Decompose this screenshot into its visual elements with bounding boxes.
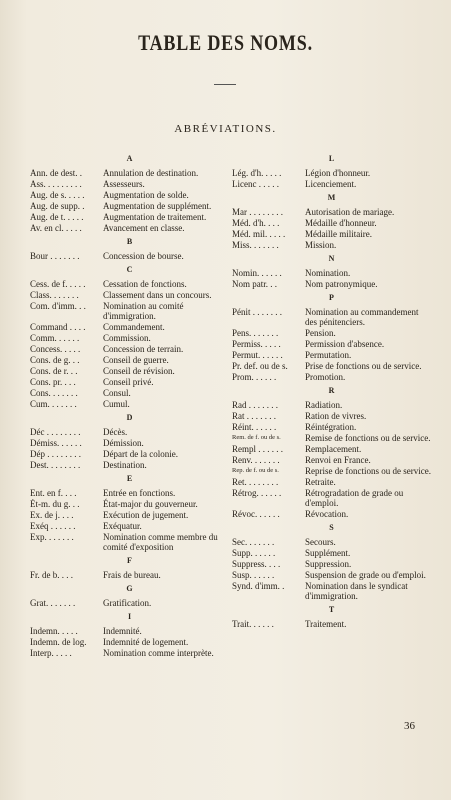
abbreviation-entry bbox=[30, 366, 230, 376]
definition: Rétrogradation de grade ou d'emploi. bbox=[305, 488, 404, 508]
definition: Concession de terrain. bbox=[103, 344, 184, 354]
abbreviation: Ent. en f. . . . bbox=[30, 488, 77, 498]
abbreviation: Déc . . . . . . . . bbox=[30, 427, 81, 437]
definition: Annulation de destination. bbox=[103, 168, 199, 178]
abbreviation: Interp. . . . . bbox=[30, 648, 72, 658]
abbreviation: Fr. de b. . . . bbox=[30, 570, 74, 580]
abbreviation: Mar . . . . . . . . bbox=[232, 207, 283, 217]
abbreviation: Pens. . . . . . . bbox=[232, 328, 279, 338]
abbreviation-entry bbox=[232, 339, 432, 349]
definition: Démission. bbox=[103, 438, 144, 448]
abbreviation-entry bbox=[30, 377, 230, 387]
definition: Prise de fonctions ou de service. bbox=[305, 361, 422, 371]
abbreviation: Cons. de g. . . bbox=[30, 355, 80, 365]
definition: Réintégration. bbox=[305, 422, 357, 432]
abbreviation: Exp. . . . . . . bbox=[30, 532, 74, 542]
definition: Classement dans un concours. bbox=[103, 290, 212, 300]
abbreviation: Av. en cl. . . . . bbox=[30, 223, 82, 233]
abbreviation: Cons. de r. . . bbox=[30, 366, 78, 376]
abbreviation-entry bbox=[30, 168, 230, 178]
definition: Pension. bbox=[305, 328, 336, 338]
letter-heading: L bbox=[328, 154, 336, 163]
page-number: 36 bbox=[404, 720, 415, 732]
definition: Autorisation de mariage. bbox=[305, 207, 395, 217]
abbreviation: Ret. . . . . . . . bbox=[232, 477, 279, 487]
abbreviation: Nom patr. . . bbox=[232, 279, 277, 289]
letter-heading: A bbox=[126, 154, 134, 163]
letter-heading: R bbox=[328, 386, 336, 395]
abbreviation: Miss. . . . . . . bbox=[232, 240, 279, 250]
definition: Nomination comme interprète. bbox=[103, 648, 214, 658]
definition: Nomination au comité d'immigration. bbox=[103, 301, 184, 321]
definition: Commission. bbox=[103, 333, 151, 343]
definition: Conseil privé. bbox=[103, 377, 154, 387]
definition: Nomination. bbox=[305, 268, 351, 278]
abbreviation-entry bbox=[232, 537, 432, 547]
abbreviation: Sec. . . . . . . bbox=[232, 537, 275, 547]
abbreviation: Nomin. . . . . . bbox=[232, 268, 282, 278]
definition: Ration de vivres. bbox=[305, 411, 367, 421]
abbreviation: Class. . . . . . . bbox=[30, 290, 79, 300]
definition: Promotion. bbox=[305, 372, 346, 382]
abbreviation-entry bbox=[232, 328, 432, 338]
abbreviation-entry bbox=[232, 477, 432, 487]
abbreviation-entry bbox=[30, 201, 230, 211]
definition: Légion d'honneur. bbox=[305, 168, 371, 178]
definition: Nomination comme membre du comité d'exposition bbox=[103, 532, 218, 552]
definition: État-major du gouverneur. bbox=[103, 499, 198, 509]
abbreviation: Dép . . . . . . . . bbox=[30, 449, 81, 459]
abbreviation-entry bbox=[232, 218, 432, 228]
abbreviation-entry bbox=[30, 333, 230, 343]
abbreviation-entry bbox=[30, 488, 230, 498]
definition: Médaille militaire. bbox=[305, 229, 372, 239]
definition: Augmentation de supplément. bbox=[103, 201, 212, 211]
definition: Conseil de guerre. bbox=[103, 355, 169, 365]
abbreviation: Aug. de t. . . . . bbox=[30, 212, 84, 222]
abbreviation: Méd. mil. . . . . bbox=[232, 229, 286, 239]
abbreviation-entry bbox=[30, 179, 230, 189]
abbreviation: Aug. de supp. . bbox=[30, 201, 85, 211]
definition: Exéquatur. bbox=[103, 521, 142, 531]
abbreviation: Démiss. . . . . . bbox=[30, 438, 82, 448]
abbreviation-entry bbox=[30, 279, 230, 289]
definition: Exécution de jugement. bbox=[103, 510, 189, 520]
abbreviation: Rat . . . . . . . bbox=[232, 411, 276, 421]
abbreviation-entry bbox=[30, 301, 230, 321]
definition: Radiation. bbox=[305, 400, 343, 410]
definition: Licenciement. bbox=[305, 179, 357, 189]
abbreviation-entry bbox=[232, 207, 432, 217]
abbreviation-entry bbox=[232, 570, 432, 580]
abbreviation-entry bbox=[232, 455, 432, 465]
title-divider bbox=[214, 84, 236, 85]
definition: Mission. bbox=[305, 240, 337, 250]
abbreviation: Rempl . . . . . . bbox=[232, 444, 283, 454]
abbreviation-entry bbox=[232, 372, 432, 382]
abbreviation-entry bbox=[232, 444, 432, 454]
abbreviation-entry bbox=[232, 548, 432, 558]
letter-heading: D bbox=[126, 413, 134, 422]
abbreviation-entry bbox=[232, 466, 432, 476]
abbreviation: Indemn. de log. bbox=[30, 637, 87, 647]
abbreviation-entry bbox=[232, 240, 432, 250]
definition: Frais de bureau. bbox=[103, 570, 161, 580]
definition: Reprise de fonctions ou de service. bbox=[305, 466, 431, 476]
abbreviation-entry bbox=[30, 212, 230, 222]
abbreviation-entry bbox=[232, 350, 432, 360]
abbreviation: Bour . . . . . . . bbox=[30, 251, 80, 261]
definition: Cumul. bbox=[103, 399, 130, 409]
abbreviation: Méd. d'h. . . . bbox=[232, 218, 280, 228]
abbreviation-entry bbox=[232, 581, 432, 601]
definition: Augmentation de solde. bbox=[103, 190, 189, 200]
abbreviation: Command . . . . bbox=[30, 322, 86, 332]
abbreviation: Rad . . . . . . . bbox=[232, 400, 278, 410]
definition: Secours. bbox=[305, 537, 336, 547]
abbreviation: Pénit . . . . . . . bbox=[232, 307, 283, 317]
abbreviation-entry bbox=[30, 626, 230, 636]
definition: Nomination dans le syndicat d'immigration. bbox=[305, 581, 408, 601]
left-column bbox=[30, 150, 230, 658]
abbreviation: Permut. . . . . . bbox=[232, 350, 283, 360]
letter-heading: S bbox=[329, 523, 335, 532]
definition: Assesseurs. bbox=[103, 179, 145, 189]
letter-heading: N bbox=[328, 254, 336, 263]
definition: Retraite. bbox=[305, 477, 336, 487]
abbreviation: Dest. . . . . . . . bbox=[30, 460, 81, 470]
letter-heading: C bbox=[126, 265, 134, 274]
definition: Remise de fonctions ou de service. bbox=[305, 433, 431, 443]
abbreviation: Révoc. . . . . . bbox=[232, 509, 280, 519]
letter-heading: F bbox=[127, 556, 133, 565]
abbreviation: Pr. def. ou de s. bbox=[232, 361, 288, 371]
abbreviation-entry bbox=[232, 229, 432, 239]
abbreviation-entry bbox=[232, 307, 432, 327]
definition: Renvoi en France. bbox=[305, 455, 371, 465]
abbreviation-entry bbox=[30, 223, 230, 233]
abbreviation: Indemn. . . . . bbox=[30, 626, 78, 636]
definition: Nom patronymique. bbox=[305, 279, 378, 289]
definition: Révocation. bbox=[305, 509, 349, 519]
abbreviation-entry bbox=[30, 648, 230, 658]
definition: Permission d'absence. bbox=[305, 339, 385, 349]
definition: Consul. bbox=[103, 388, 131, 398]
abbreviation-entry bbox=[30, 290, 230, 300]
abbreviation: Susp. . . . . . bbox=[232, 570, 275, 580]
definition: Indemnité. bbox=[103, 626, 142, 636]
abbreviation: Ass. . . . . . . . . bbox=[30, 179, 82, 189]
abbreviation: Supp. . . . . . bbox=[232, 548, 276, 558]
letter-heading: E bbox=[126, 474, 134, 483]
abbreviation: Rétrog. . . . . . bbox=[232, 488, 282, 498]
abbreviation-entry bbox=[30, 438, 230, 448]
definition: Permutation. bbox=[305, 350, 352, 360]
definition: Commandement. bbox=[103, 322, 165, 332]
abbreviation-entry bbox=[30, 322, 230, 332]
abbreviation-entry bbox=[232, 411, 432, 421]
abbreviation: Exéq . . . . . . bbox=[30, 521, 76, 531]
abbreviation-entry bbox=[30, 460, 230, 470]
letter-heading: B bbox=[126, 237, 134, 246]
abbreviation-entry bbox=[30, 532, 230, 552]
abbreviation: Rem. de f. ou de s. bbox=[232, 434, 281, 441]
abbreviation-entry bbox=[30, 510, 230, 520]
abbreviation: Réint. . . . . . bbox=[232, 422, 277, 432]
abbreviation: Ét-m. du g. . . bbox=[30, 499, 80, 509]
definition: Avancement en classe. bbox=[103, 223, 185, 233]
abbreviation-entry bbox=[30, 399, 230, 409]
abbreviation-entry bbox=[232, 433, 432, 443]
definition: Gratification. bbox=[103, 598, 152, 608]
abbreviation: Com. d'imm. . . bbox=[30, 301, 86, 311]
definition: Supplément. bbox=[305, 548, 351, 558]
abbreviation-entry bbox=[30, 388, 230, 398]
abbreviation: Cons. pr. . . . bbox=[30, 377, 76, 387]
abbreviation-entry bbox=[30, 190, 230, 200]
abbreviation: Permiss. . . . . bbox=[232, 339, 281, 349]
right-column bbox=[232, 150, 432, 629]
definition: Suppression. bbox=[305, 559, 352, 569]
abbreviation-entry bbox=[232, 559, 432, 569]
abbreviation-entry bbox=[30, 251, 230, 261]
abbreviation-entry bbox=[232, 179, 432, 189]
abbreviation: Licenc . . . . . bbox=[232, 179, 279, 189]
abbreviation: Suppress. . . . bbox=[232, 559, 281, 569]
abbreviation: Cum. . . . . . . bbox=[30, 399, 77, 409]
abbreviation: Concess. . . . . bbox=[30, 344, 81, 354]
abbreviation: Prom. . . . . . bbox=[232, 372, 277, 382]
abbreviation-entry bbox=[30, 499, 230, 509]
abbreviation: Lég. d'h. . . . . bbox=[232, 168, 282, 178]
definition: Décès. bbox=[103, 427, 128, 437]
abbreviation-entry bbox=[232, 509, 432, 519]
abbreviation-entry bbox=[232, 422, 432, 432]
abbreviation: Ex. de j. . . . bbox=[30, 510, 74, 520]
abbreviation-entry bbox=[232, 279, 432, 289]
letter-heading: G bbox=[126, 584, 134, 593]
definition: Concession de bourse. bbox=[103, 251, 184, 261]
definition: Augmentation de traitement. bbox=[103, 212, 207, 222]
abbreviation: Rep. de f. ou de s. bbox=[232, 467, 279, 474]
page-title: TABLE DES NOMS. bbox=[138, 30, 313, 55]
definition: Nomination au commandement des pénitenciers. bbox=[305, 307, 419, 327]
definition: Indemnité de logement. bbox=[103, 637, 189, 647]
definition: Entrée en fonctions. bbox=[103, 488, 176, 498]
letter-heading: M bbox=[327, 193, 337, 202]
abbreviation-entry bbox=[30, 355, 230, 365]
abbreviation: Ann. de dest. . bbox=[30, 168, 82, 178]
definition: Traitement. bbox=[305, 619, 347, 629]
abbreviation-entry bbox=[30, 344, 230, 354]
section-heading: ABRÉVIATIONS. bbox=[174, 123, 277, 135]
definition: Remplacement. bbox=[305, 444, 362, 454]
abbreviation: Cess. de f. . . . . bbox=[30, 279, 86, 289]
abbreviation: Renv. . . . . . . bbox=[232, 455, 280, 465]
abbreviation-entry bbox=[232, 488, 432, 508]
abbreviation: Grat. . . . . . . bbox=[30, 598, 76, 608]
definition: Suspension de grade ou d'emploi. bbox=[305, 570, 426, 580]
abbreviation: Cons. . . . . . . bbox=[30, 388, 78, 398]
abbreviation-entry bbox=[30, 570, 230, 580]
abbreviation-entry bbox=[232, 168, 432, 178]
definition: Conseil de révision. bbox=[103, 366, 175, 376]
abbreviation: Synd. d'imm. . bbox=[232, 581, 285, 591]
abbreviation-entry bbox=[232, 268, 432, 278]
abbreviation-entry bbox=[30, 598, 230, 608]
letter-heading: I bbox=[127, 612, 133, 621]
definition: Destination. bbox=[103, 460, 147, 470]
abbreviation-entry bbox=[30, 427, 230, 437]
definition: Départ de la colonie. bbox=[103, 449, 178, 459]
definition: Cessation de fonctions. bbox=[103, 279, 187, 289]
abbreviation: Trait. . . . . . bbox=[232, 619, 274, 629]
letter-heading: T bbox=[328, 605, 336, 614]
abbreviation-entry bbox=[30, 521, 230, 531]
definition: Médaille d'honneur. bbox=[305, 218, 377, 228]
letter-heading: P bbox=[329, 293, 335, 302]
abbreviation: Comm. . . . . . bbox=[30, 333, 80, 343]
abbreviation-entry bbox=[232, 400, 432, 410]
abbreviation-entry bbox=[30, 637, 230, 647]
abbreviation: Aug. de s. . . . . bbox=[30, 190, 85, 200]
abbreviation-entry bbox=[30, 449, 230, 459]
abbreviation-entry bbox=[232, 619, 432, 629]
abbreviation-entry bbox=[232, 361, 432, 371]
